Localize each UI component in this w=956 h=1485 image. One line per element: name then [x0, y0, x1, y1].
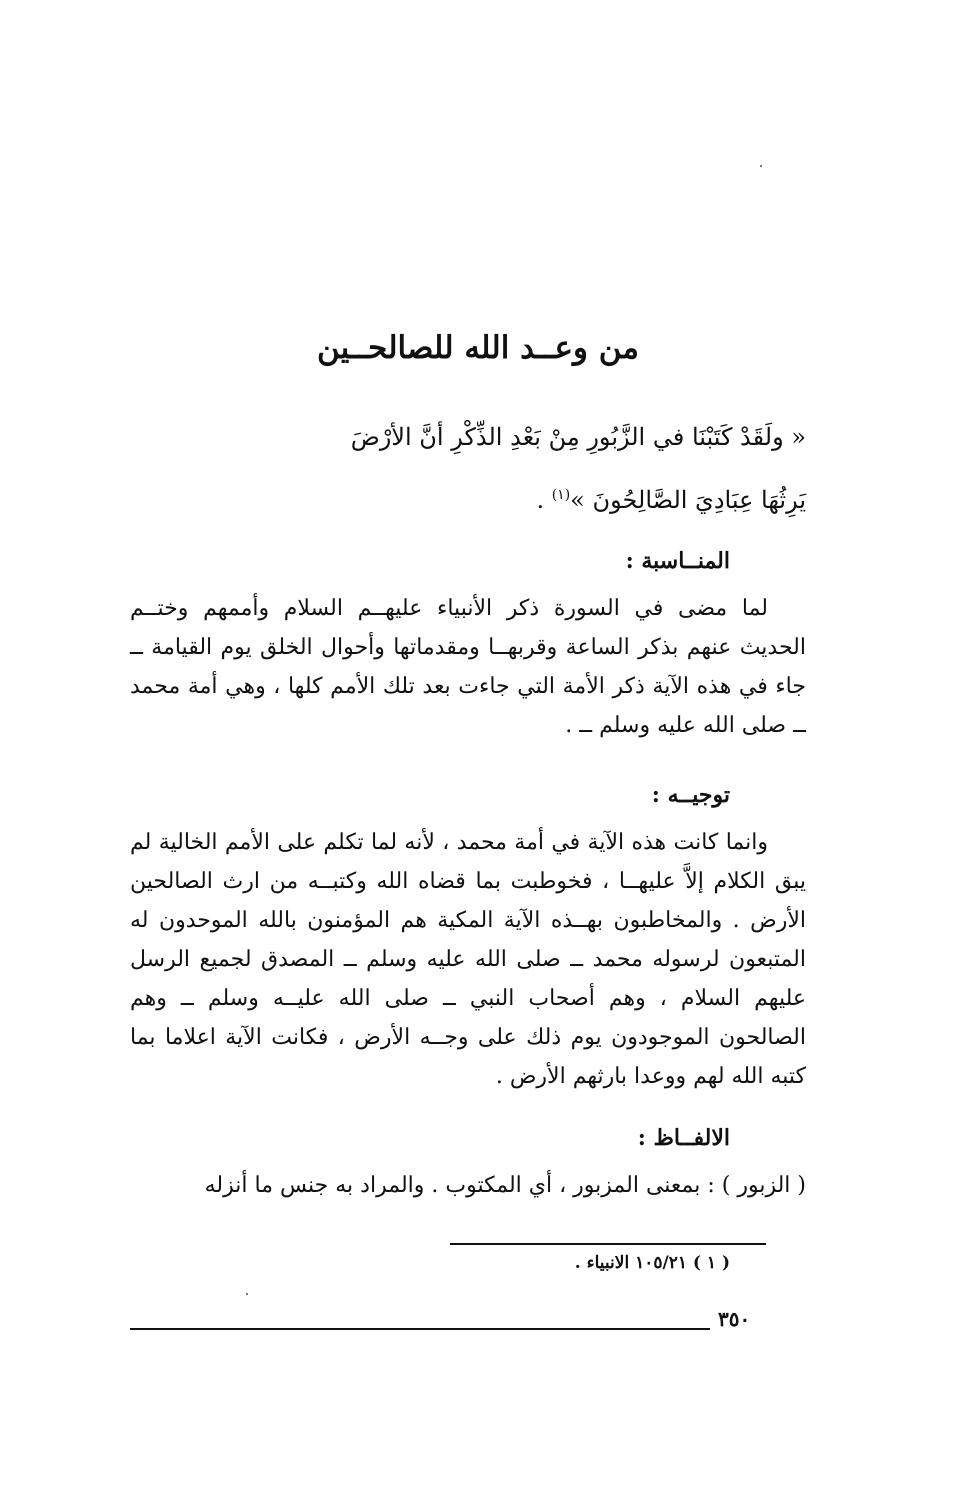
footnote-reference: (١) — [551, 487, 571, 503]
footnote: ( ١ ) ١٠٥/٢١ الانبياء . — [574, 1253, 730, 1273]
verse-line-2-text: يَرِثُهَا عِبَادِيَ الصَّالِحُونَ » — [570, 486, 806, 514]
footnote-divider — [450, 1243, 766, 1245]
section-heading-alfaz: الالفــاظ : — [637, 1125, 730, 1151]
section-heading-munasaba: المنــاسبة : — [625, 548, 730, 574]
page-title: من وعــد الله للصالحــين — [316, 330, 640, 366]
scan-speck — [246, 1293, 248, 1295]
section-text-munasaba — [130, 589, 806, 745]
verse-line-1: « ولَقَدْ كَتَبْنَا في الزَّبُورِ مِنْ بَعْدِ الذِّكْرِ أنَّ الأرْضَ — [350, 423, 806, 451]
section-heading-tawjih: توجيــه : — [651, 782, 730, 808]
tawjih-paragraph: وانما كانت هذه الآية في أمة محمد ، لأنه لما تكلم على الأمم الخالية لم يبق الكلام إلاَّ عليهــا ، فخوطبت بما قضاه الله وكتبــه من ارث الصالحين الأرض . والمخاطبون بهــذه الآية المكية هم المؤمنون بالله الموحدون له المتبعون لرسوله محمد ــ صلى الله عليه وسلم ــ المصدق لجميع الرسل عليهم السلام ، وهم أصحاب النبي ــ صلى الله عليــه وسلم ــ وهم الصالحون الموجودون يوم ذلك على وجــه الأرض ، فكانت الآية اعلاما بما كتبه الله لهم ووعدا بارثهم الأرض . — [130, 830, 806, 1089]
page-number: ٣٥٠ — [718, 1307, 751, 1331]
scan-speck — [760, 165, 762, 167]
section-text-tawjih — [130, 823, 806, 1096]
alfaz-paragraph: ( الزبور ) : بمعنى المزبور ، أي المكتوب . والمراد به جنس ما أنزله — [204, 1173, 806, 1198]
munasaba-paragraph: لما مضى في السورة ذكر الأنبياء عليهــم السلام وأممهم وختــم الحديث عنهم بذكر الساعة وقربهــا ومقدماتها وأحوال الخلق يوم القيامة ــ جاء في هذه الآية ذكر الأمة التي جاءت بعد تلك الأمم كلها ، وهي أمة محمد ــ صلى الله عليه وسلم ــ . — [130, 596, 806, 738]
verse-line-2 — [130, 466, 806, 529]
quran-verse — [130, 408, 806, 529]
verse-end-mark: . — [536, 486, 552, 514]
page-number-rule — [130, 1328, 710, 1330]
section-text-alfaz — [130, 1166, 806, 1205]
